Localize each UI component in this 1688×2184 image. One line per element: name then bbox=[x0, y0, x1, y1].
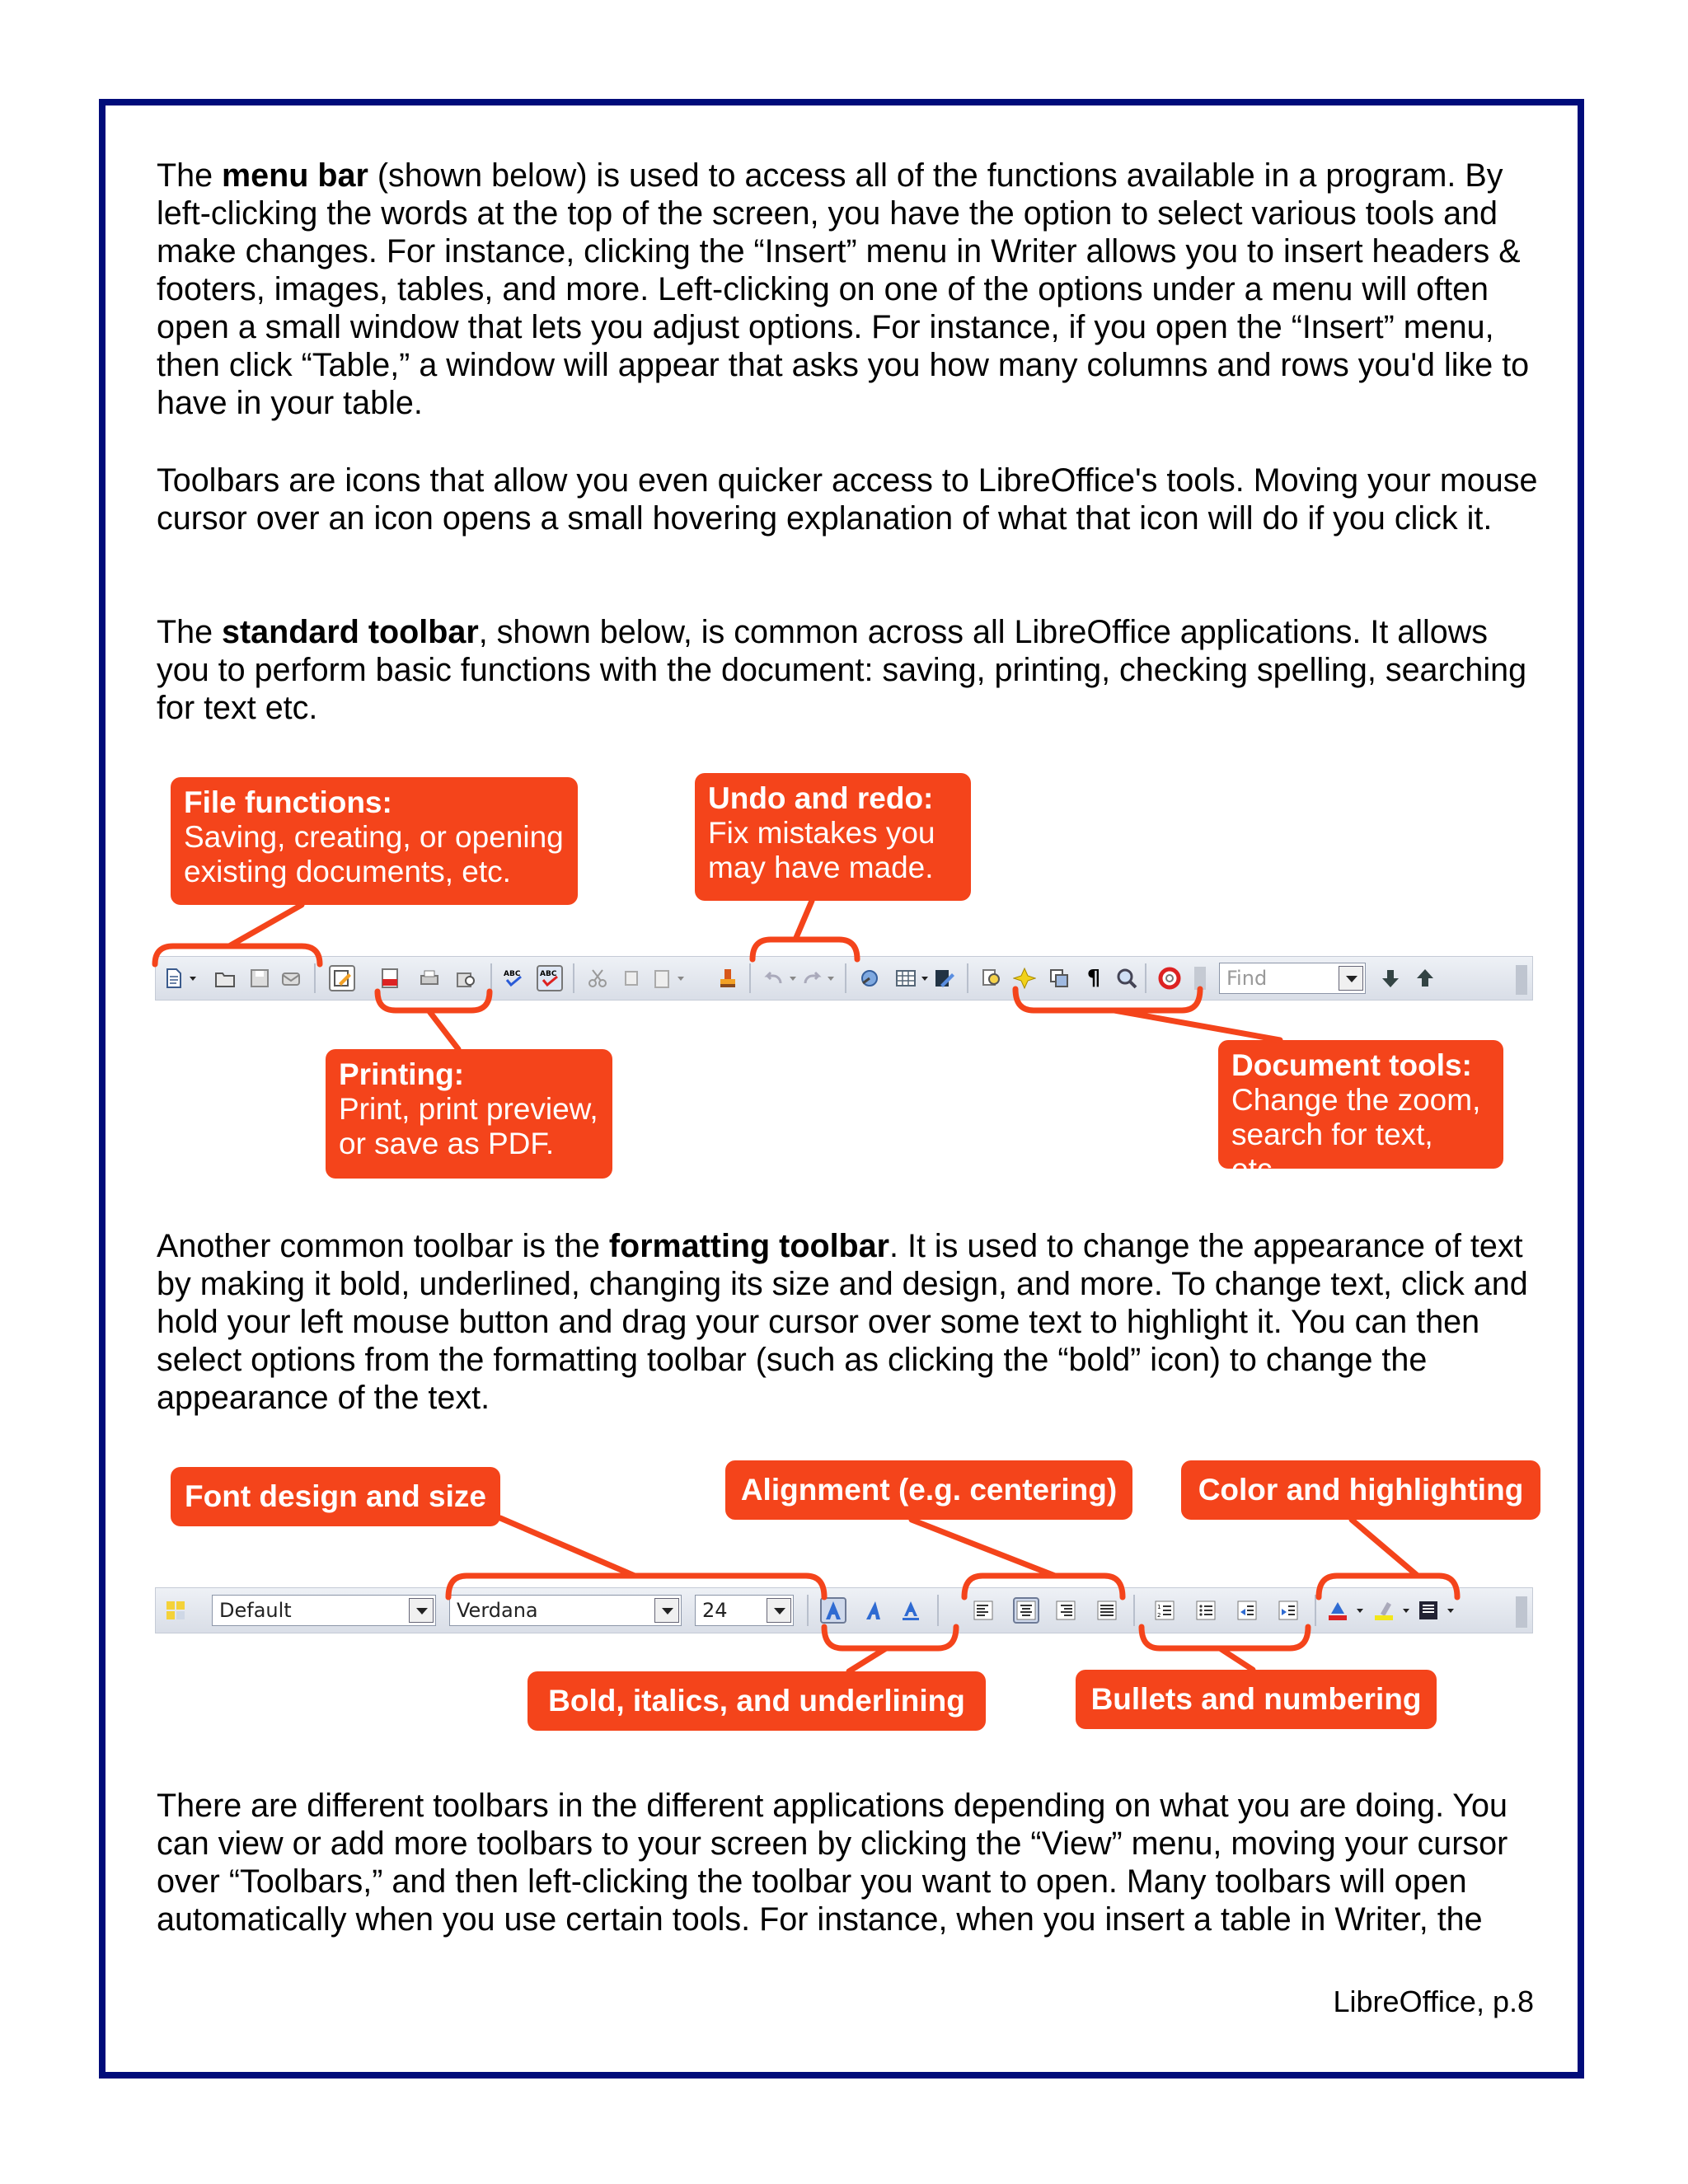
different-toolbars-paragraph: There are different toolbars in the different applications depending on what you are doing. You can view or add more toolbars to your screen by clicking the “View” menu, moving your cursor over “Toolbars,” and then left-clicking the toolbar you want to open. Many toolbars will open automatically when you use certain tools. For instance, when you insert a table in Writer, the bbox=[157, 1788, 1508, 1938]
toolbar-grip[interactable] bbox=[1516, 1596, 1527, 1628]
highlighting-icon[interactable] bbox=[1372, 1599, 1395, 1622]
alignment-callout: Alignment (e.g. centering) bbox=[725, 1460, 1132, 1520]
zoom-icon[interactable] bbox=[1115, 967, 1138, 990]
undo-redo-callout: Undo and redo: Fix mistakes you may have made. bbox=[695, 773, 971, 901]
decrease-indent-icon[interactable] bbox=[1236, 1599, 1259, 1622]
print-icon[interactable] bbox=[418, 967, 441, 990]
highlighting-dropdown-icon[interactable] bbox=[1402, 1606, 1410, 1615]
navigator-icon[interactable] bbox=[1013, 967, 1036, 990]
print-preview-icon[interactable] bbox=[454, 967, 477, 990]
file-functions-callout: File functions: Saving, creating, or opening existing documents, etc. bbox=[171, 777, 578, 905]
bullets-numbering-callout: Bullets and numbering bbox=[1076, 1670, 1437, 1729]
background-color-icon[interactable] bbox=[1417, 1599, 1440, 1622]
undo-icon[interactable] bbox=[762, 967, 785, 990]
hyperlink-icon[interactable] bbox=[858, 967, 881, 990]
toolbar-grip[interactable] bbox=[1516, 965, 1527, 995]
font-size-select[interactable]: 24 bbox=[695, 1595, 794, 1626]
save-icon[interactable] bbox=[248, 967, 271, 990]
font-design-callout: Font design and size bbox=[171, 1467, 500, 1526]
svg-text:ABC: ABC bbox=[540, 970, 557, 978]
bold-icon[interactable] bbox=[820, 1597, 846, 1624]
italic-icon[interactable] bbox=[861, 1599, 884, 1622]
copy-icon[interactable] bbox=[621, 967, 644, 990]
formatting-toolbar bbox=[155, 1587, 1533, 1633]
find-input[interactable]: Find bbox=[1219, 963, 1366, 994]
standard-toolbar bbox=[155, 956, 1533, 1001]
open-icon[interactable] bbox=[213, 967, 237, 990]
find-replace-icon[interactable] bbox=[980, 967, 1003, 990]
paragraph-style-select[interactable]: Default bbox=[212, 1595, 436, 1626]
color-highlighting-callout: Color and highlighting bbox=[1181, 1460, 1540, 1520]
paste-icon[interactable] bbox=[650, 967, 673, 990]
numbering-icon[interactable] bbox=[1153, 1599, 1176, 1622]
svg-text:1: 1 bbox=[1157, 1604, 1161, 1610]
underline-icon[interactable] bbox=[899, 1599, 922, 1622]
bold-italic-underline-callout: Bold, italics, and underlining bbox=[528, 1671, 986, 1731]
page-footer: LibreOffice, p.8 bbox=[1333, 1985, 1534, 2018]
table-icon[interactable] bbox=[894, 967, 917, 990]
font-color-dropdown-icon[interactable] bbox=[1356, 1606, 1364, 1615]
new-document-icon[interactable] bbox=[162, 967, 185, 990]
formatting-toolbar-paragraph: Another common toolbar is the formatting toolbar. It is used to change the appearance of text by making it bold, underlined, changing its size and design, and more. To change text, click and hold your left mouse button and drag your cursor over some text to highlight it. You can then select options from the formatting toolbar (such as clicking the “bold” icon) to change the appearance of the text. bbox=[157, 1228, 1528, 1416]
table-dropdown-icon[interactable] bbox=[921, 974, 929, 982]
spelling-icon[interactable] bbox=[502, 967, 525, 990]
increase-indent-icon[interactable] bbox=[1277, 1599, 1300, 1622]
redo-icon[interactable] bbox=[800, 967, 823, 990]
help-icon[interactable] bbox=[1158, 967, 1181, 990]
menu-bar-paragraph: The menu bar (shown below) is used to access all of the functions available in a program. By left-clicking the words at the top of the screen, you have the option to select various tools and make changes. For instance, clicking the “Insert” menu in Writer allows you to insert headers & footers, images, tables, and more. Left-clicking on one of the options under a menu will often open a small window that lets you adjust options. For instance, if you open the “Insert” menu, then click “Table,” a window will appear that asks you how many columns and rows you'd like to have in your table. bbox=[157, 157, 1530, 421]
show-draw-functions-icon[interactable] bbox=[932, 967, 955, 990]
export-pdf-icon[interactable] bbox=[378, 967, 401, 990]
toolbars-paragraph: Toolbars are icons that allow you even quicker access to LibreOffice's tools. Moving your mouse cursor over an icon opens a small hovering explanation of what that icon will do if you click it. bbox=[157, 462, 1538, 537]
edit-mode-icon[interactable] bbox=[329, 965, 355, 991]
new-dropdown-icon[interactable] bbox=[189, 974, 197, 982]
find-next-icon[interactable] bbox=[1379, 967, 1402, 990]
styles-icon[interactable] bbox=[164, 1599, 187, 1622]
printing-callout: Printing: Print, print preview, or save as PDF. bbox=[326, 1049, 612, 1179]
paste-dropdown-icon[interactable] bbox=[677, 974, 685, 982]
bullets-icon[interactable] bbox=[1194, 1599, 1217, 1622]
svg-text:ABC: ABC bbox=[504, 970, 521, 978]
email-icon[interactable] bbox=[279, 967, 302, 990]
redo-dropdown-icon[interactable] bbox=[827, 974, 835, 982]
font-color-icon[interactable] bbox=[1326, 1599, 1349, 1622]
font-name-select[interactable]: Verdana bbox=[449, 1595, 682, 1626]
toolbar-overflow-icon[interactable] bbox=[1194, 967, 1206, 990]
undo-dropdown-icon[interactable] bbox=[789, 974, 797, 982]
document-tools-callout: Document tools: Change the zoom, search for text, etc. bbox=[1218, 1040, 1503, 1169]
clone-formatting-icon[interactable] bbox=[716, 967, 739, 990]
formatting-marks-icon[interactable]: ¶ bbox=[1086, 966, 1101, 991]
align-right-icon[interactable] bbox=[1054, 1599, 1077, 1622]
gallery-icon[interactable] bbox=[1048, 967, 1071, 990]
background-color-dropdown-icon[interactable] bbox=[1447, 1606, 1455, 1615]
autospell-icon[interactable] bbox=[537, 965, 563, 991]
align-left-icon[interactable] bbox=[972, 1599, 995, 1622]
find-previous-icon[interactable] bbox=[1414, 967, 1437, 990]
cut-icon[interactable] bbox=[586, 967, 609, 990]
justify-icon[interactable] bbox=[1095, 1599, 1118, 1622]
standard-toolbar-paragraph: The standard toolbar, shown below, is common across all LibreOffice applications. It allows you to perform basic functions with the document: saving, printing, checking spelling, searching for text etc. bbox=[157, 614, 1527, 726]
align-center-icon[interactable] bbox=[1013, 1597, 1039, 1624]
svg-text:2: 2 bbox=[1157, 1612, 1161, 1619]
